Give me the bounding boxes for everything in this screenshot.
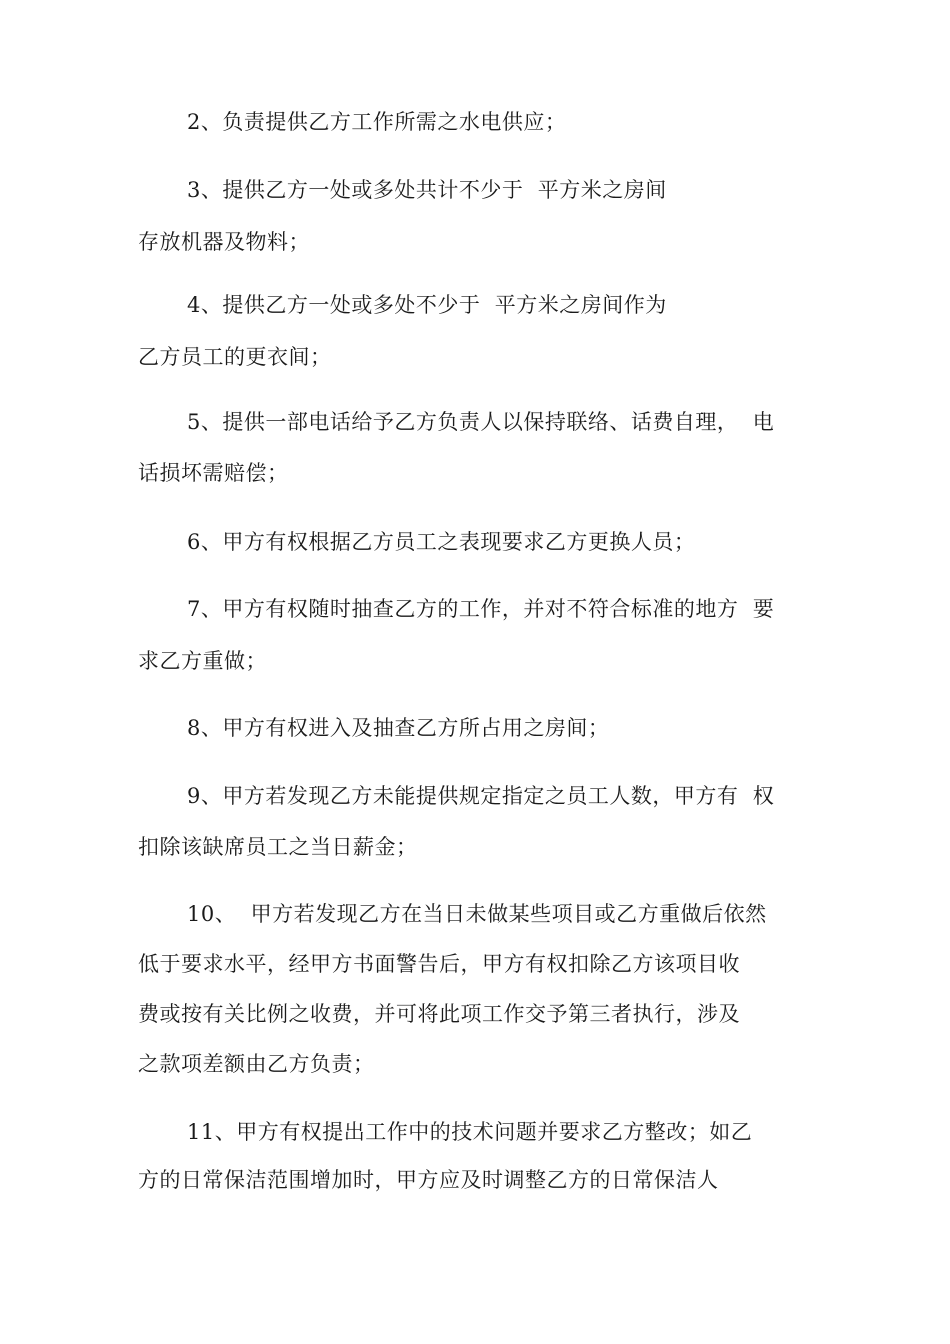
clause-text: 提供乙方一处或多处共计不少于 平方米之房间 — [222, 178, 667, 202]
clause-11-line-2 — [138, 1166, 719, 1194]
clause-number: 6、 — [187, 530, 223, 554]
clause-text: 话损坏需赔偿； — [138, 461, 289, 485]
clause-2-line-1 — [187, 108, 566, 136]
clause-text: 甲方有权进入及抽查乙方所占用之房间； — [222, 716, 610, 740]
clause-7-line-2 — [138, 647, 267, 675]
clause-9-line-1 — [187, 782, 774, 810]
clause-text: 乙方员工的更衣间； — [138, 345, 332, 369]
clause-text: 负责提供乙方工作所需之水电供应； — [222, 110, 567, 134]
clause-11-line-1 — [187, 1118, 752, 1146]
clause-text: 甲方有权随时抽查乙方的工作，并对不符合标准的地方 要 — [222, 597, 775, 621]
clause-10-line-3 — [138, 1000, 740, 1028]
clause-4-line-2 — [138, 343, 332, 371]
clause-number: 11、 — [187, 1120, 237, 1144]
clause-text: 求乙方重做； — [138, 649, 267, 673]
clause-number: 7、 — [187, 597, 223, 621]
clause-8-line-1 — [187, 714, 609, 742]
clause-text: 甲方有权提出工作中的技术问题并要求乙方整改；如乙 — [236, 1120, 753, 1144]
clause-text: 甲方若发现乙方在当日未做某些项目或乙方重做后依然 — [236, 902, 767, 926]
clause-number: 10、 — [187, 902, 237, 926]
clause-6-line-1 — [187, 528, 695, 556]
clause-text: 扣除该缺席员工之当日薪金； — [138, 835, 418, 859]
clause-text: 方的日常保洁范围增加时，甲方应及时调整乙方的日常保洁人 — [138, 1168, 719, 1192]
clause-3-line-1 — [187, 176, 667, 204]
clause-10-line-1 — [187, 900, 767, 928]
clause-10-line-4 — [138, 1050, 375, 1078]
clause-number: 3、 — [187, 178, 223, 202]
clause-number: 4、 — [187, 293, 223, 317]
clause-text: 费或按有关比例之收费，并可将此项工作交予第三者执行，涉及 — [138, 1002, 740, 1026]
clause-3-line-2 — [138, 228, 310, 256]
clause-number: 8、 — [187, 716, 223, 740]
clause-4-line-1 — [187, 291, 667, 319]
clause-text: 提供一部电话给予乙方负责人以保持联络、话费自理， 电 — [222, 410, 775, 434]
clause-text: 甲方有权根据乙方员工之表现要求乙方更换人员； — [222, 530, 696, 554]
clause-text: 提供乙方一处或多处不少于 平方米之房间作为 — [222, 293, 667, 317]
clause-text: 存放机器及物料； — [138, 230, 310, 254]
clause-5-line-2 — [138, 459, 289, 487]
clause-number: 5、 — [187, 410, 223, 434]
clause-5-line-1 — [187, 408, 774, 436]
clause-10-line-2 — [138, 950, 740, 978]
clause-text: 之款项差额由乙方负责； — [138, 1052, 375, 1076]
clause-text: 低于要求水平，经甲方书面警告后，甲方有权扣除乙方该项目收 — [138, 952, 740, 976]
clause-number: 9、 — [187, 784, 223, 808]
clause-number: 2、 — [187, 110, 223, 134]
clause-9-line-2 — [138, 833, 418, 861]
clause-text: 甲方若发现乙方未能提供规定指定之员工人数，甲方有 权 — [222, 784, 775, 808]
clause-7-line-1 — [187, 595, 774, 623]
